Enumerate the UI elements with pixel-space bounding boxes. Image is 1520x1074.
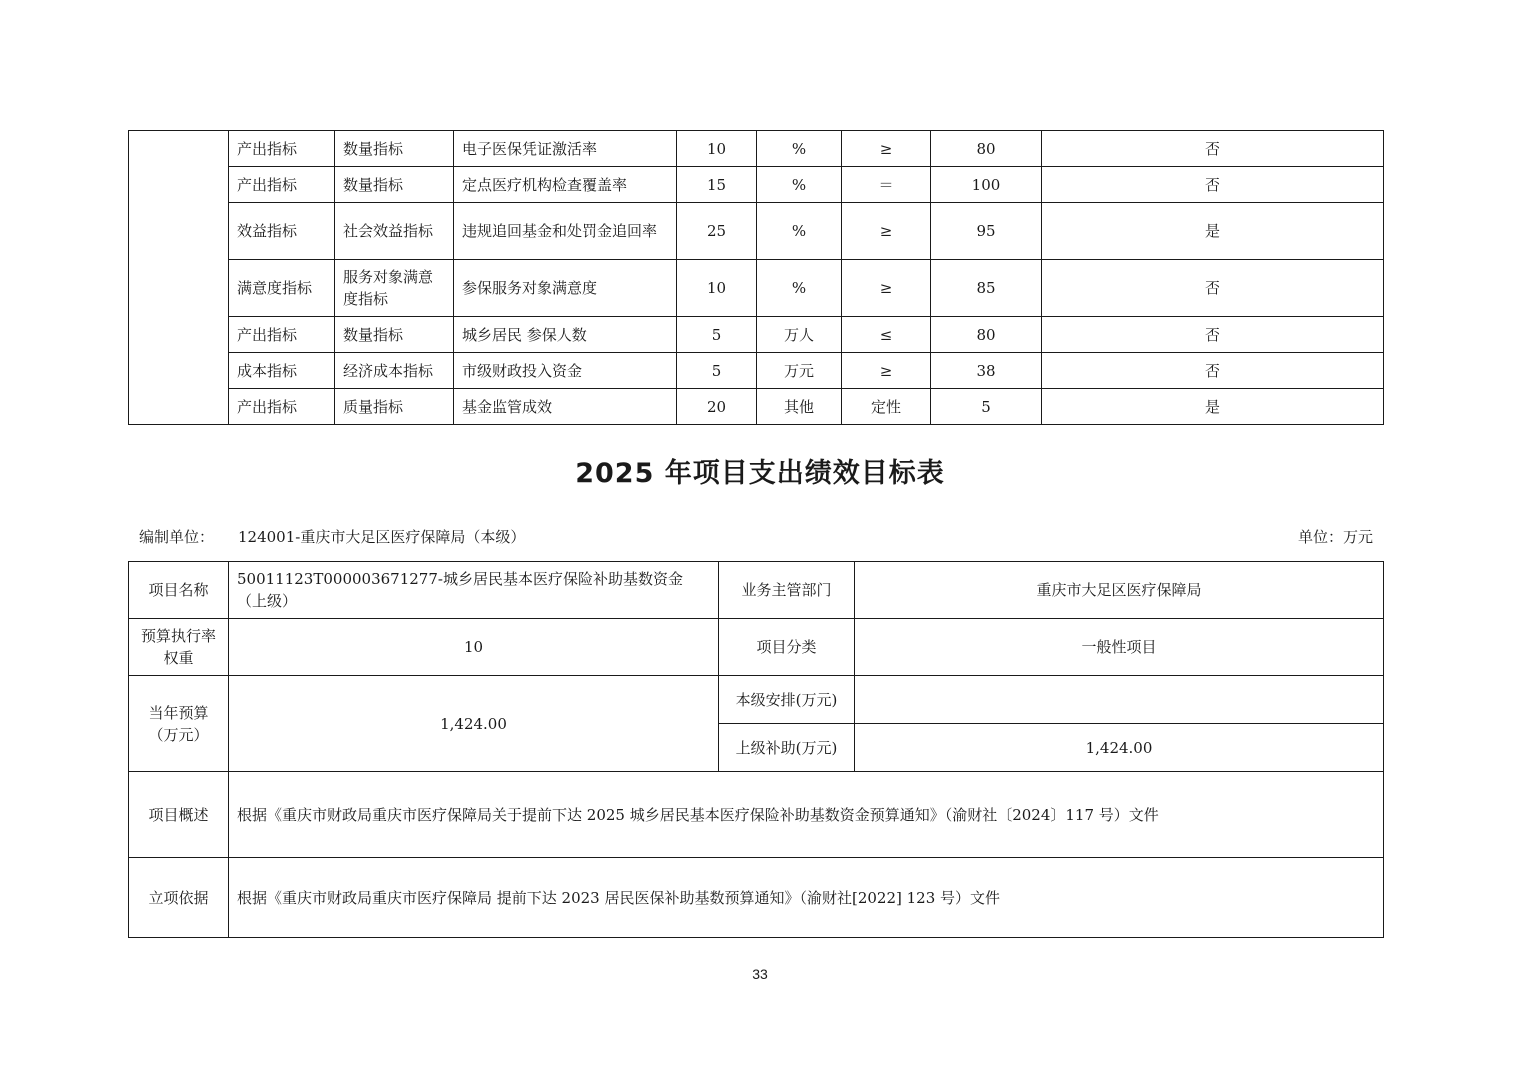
indicator-name: 城乡居民 参保人数 xyxy=(454,317,677,353)
indicator-group-cell xyxy=(129,131,229,425)
indicator-name: 电子医保凭证激活率 xyxy=(454,131,677,167)
indicator-unit: 万元 xyxy=(757,353,842,389)
exec-weight-label: 预算执行率权重 xyxy=(129,619,229,676)
indicator-weight: 15 xyxy=(677,167,757,203)
indicator-level2: 数量指标 xyxy=(335,131,454,167)
indicator-operator: ≥ xyxy=(842,353,931,389)
indicator-level1: 产出指标 xyxy=(229,389,335,425)
indicator-name: 基金监管成效 xyxy=(454,389,677,425)
indicator-level2: 质量指标 xyxy=(335,389,454,425)
indicator-core-flag: 是 xyxy=(1042,203,1384,260)
table-row xyxy=(129,353,1384,389)
indicator-name: 参保服务对象满意度 xyxy=(454,260,677,317)
indicator-level1: 产出指标 xyxy=(229,167,335,203)
overview-label: 项目概述 xyxy=(129,772,229,858)
overview-value: 根据《重庆市财政局重庆市医疗保障局关于提前下达 2025 城乡居民基本医疗保险补助基数资金预算通知》（渝财社〔2024〕117 号）文件 xyxy=(229,772,1384,858)
indicator-level1: 满意度指标 xyxy=(229,260,335,317)
budget-value: 1,424.00 xyxy=(229,676,719,772)
indicator-table xyxy=(128,130,1384,425)
indicator-level2: 数量指标 xyxy=(335,317,454,353)
indicator-weight: 5 xyxy=(677,353,757,389)
basis-value: 根据《重庆市财政局重庆市医疗保障局 提前下达 2023 居民医保补助基数预算通知》（渝财社[2022] 123 号）文件 xyxy=(229,858,1384,938)
superior-value: 1,424.00 xyxy=(855,724,1384,772)
local-label: 本级安排(万元) xyxy=(719,676,855,724)
table-row xyxy=(129,203,1384,260)
category-value: 一般性项目 xyxy=(855,619,1384,676)
indicator-unit: % xyxy=(757,203,842,260)
indicator-core-flag: 否 xyxy=(1042,167,1384,203)
table-row xyxy=(129,317,1384,353)
indicator-name: 定点医疗机构检查覆盖率 xyxy=(454,167,677,203)
indicator-level2: 服务对象满意度指标 xyxy=(335,260,454,317)
indicator-level1: 效益指标 xyxy=(229,203,335,260)
page-number: 33 xyxy=(752,966,768,982)
indicator-target: 100 xyxy=(931,167,1042,203)
indicator-level1: 成本指标 xyxy=(229,353,335,389)
indicator-core-flag: 否 xyxy=(1042,260,1384,317)
indicator-name: 市级财政投入资金 xyxy=(454,353,677,389)
indicator-level2: 社会效益指标 xyxy=(335,203,454,260)
unit-name: 124001-重庆市大足区医疗保障局（本级） xyxy=(238,528,526,546)
indicator-target: 80 xyxy=(931,131,1042,167)
indicator-weight: 5 xyxy=(677,317,757,353)
indicator-target: 85 xyxy=(931,260,1042,317)
indicator-target: 80 xyxy=(931,317,1042,353)
indicator-target: 5 xyxy=(931,389,1042,425)
indicator-core-flag: 是 xyxy=(1042,389,1384,425)
superior-label: 上级补助(万元) xyxy=(719,724,855,772)
table-row xyxy=(129,260,1384,317)
indicator-level1: 产出指标 xyxy=(229,317,335,353)
exec-weight-value: 10 xyxy=(229,619,719,676)
basis-label: 立项依据 xyxy=(129,858,229,938)
indicator-target: 95 xyxy=(931,203,1042,260)
indicator-weight: 10 xyxy=(677,131,757,167)
currency-unit: 单位：万元 xyxy=(1297,528,1373,546)
project-table xyxy=(128,561,1384,938)
indicator-table-body xyxy=(129,131,1384,425)
local-value xyxy=(855,676,1384,724)
indicator-unit: % xyxy=(757,260,842,317)
indicator-core-flag: 否 xyxy=(1042,317,1384,353)
table-row xyxy=(129,389,1384,425)
table-row xyxy=(129,131,1384,167)
indicator-weight: 10 xyxy=(677,260,757,317)
project-name-label: 项目名称 xyxy=(129,562,229,619)
section-title: 2025 年项目支出绩效目标表 xyxy=(575,458,945,489)
indicator-level2: 经济成本指标 xyxy=(335,353,454,389)
indicator-operator: ≤ xyxy=(842,317,931,353)
indicator-weight: 25 xyxy=(677,203,757,260)
indicator-operator: ≥ xyxy=(842,131,931,167)
indicator-core-flag: 否 xyxy=(1042,353,1384,389)
indicator-unit: % xyxy=(757,167,842,203)
indicator-target: 38 xyxy=(931,353,1042,389)
unit-label: 编制单位： xyxy=(139,528,215,546)
indicator-core-flag: 否 xyxy=(1042,131,1384,167)
indicator-operator: ＝ xyxy=(842,167,931,203)
budget-label: 当年预算（万元） xyxy=(129,676,229,772)
indicator-operator: ≥ xyxy=(842,203,931,260)
indicator-unit: 万人 xyxy=(757,317,842,353)
indicator-weight: 20 xyxy=(677,389,757,425)
project-name-value: 50011123T000003671277-城乡居民基本医疗保险补助基数资金（上级） xyxy=(229,562,719,619)
indicator-unit: % xyxy=(757,131,842,167)
indicator-operator: 定性 xyxy=(842,389,931,425)
indicator-name: 违规追回基金和处罚金追回率 xyxy=(454,203,677,260)
category-label: 项目分类 xyxy=(719,619,855,676)
dept-value: 重庆市大足区医疗保障局 xyxy=(855,562,1384,619)
indicator-operator: ≥ xyxy=(842,260,931,317)
table-row xyxy=(129,167,1384,203)
indicator-level2: 数量指标 xyxy=(335,167,454,203)
indicator-level1: 产出指标 xyxy=(229,131,335,167)
indicator-unit: 其他 xyxy=(757,389,842,425)
dept-label: 业务主管部门 xyxy=(719,562,855,619)
